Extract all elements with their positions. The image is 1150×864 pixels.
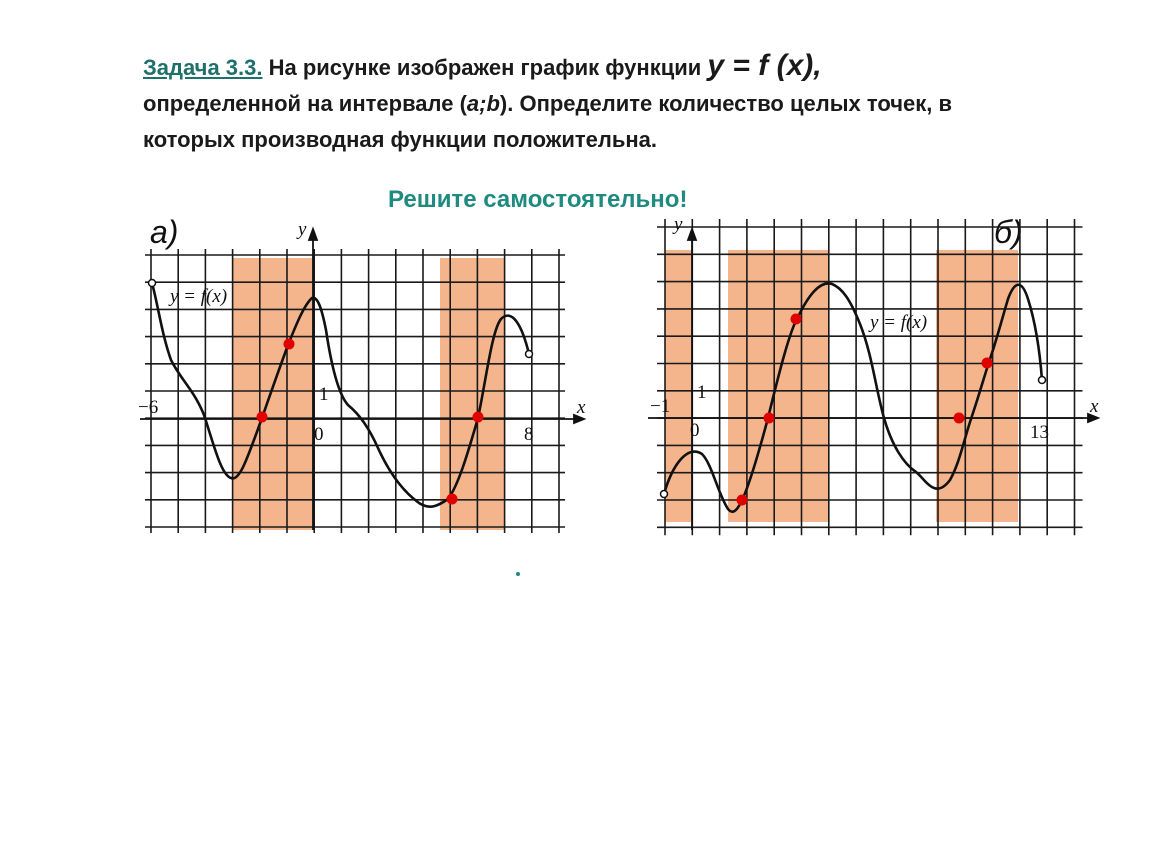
subtitle: Решите самостоятельно! [388,186,688,213]
graph-a-tick-zero: 0 [314,424,324,445]
graph-b-axis-y-label: y [674,214,683,235]
task-text-3: ). Определите количество целых точек, в которых производная функции положительна. [143,91,952,152]
graph-a-tick-right: 8 [524,424,534,445]
red-point [764,413,775,424]
graph-b [640,214,1110,544]
graph-a-func-label: y = f(x) [170,286,228,307]
graph-b-grid [657,219,1083,535]
graph-b-axis-x-label: x [1090,396,1099,417]
panel-a-label: а) [150,214,179,250]
task-text-2: определенной на интервале ( [143,91,467,116]
task-formula: y = f (x), [707,49,822,82]
graph-b-tick-left: −1 [650,396,671,417]
graph-a-axis-y-label: y [298,220,307,240]
graph-a [136,220,596,540]
task-text-1: На рисунке изображен график функции [262,55,708,80]
graph-b-tick-right: 13 [1030,422,1049,443]
graph-a-endpoint [526,351,533,358]
graph-b-endpoint [1039,377,1046,384]
red-point [954,413,965,424]
graph-b-tick-zero: 0 [690,420,700,441]
graph-a-endpoint [149,280,156,287]
task-statement [143,48,1003,158]
red-point [473,412,484,423]
red-point [982,358,993,369]
graph-a-axis-x-label: x [577,397,586,418]
panel-b-label: б) [994,214,1023,250]
graph-b-endpoint [661,491,668,498]
graph-a-axes [140,229,584,530]
task-label: Задача 3.3. [143,55,263,80]
red-point [791,314,802,325]
graph-b-func-label: y = f(x) [870,312,928,333]
graph-a-tick-left: −6 [138,397,159,418]
decorative-dot [516,572,520,576]
graph-a-tick-one: 1 [319,384,329,405]
red-point [257,412,268,423]
highlight-band [233,258,313,530]
graph-b-tick-one: 1 [697,382,707,403]
red-point [284,339,295,350]
graph-b-axes [648,229,1098,530]
red-point [737,495,748,506]
red-point [447,494,458,505]
task-interval: a;b [466,91,500,116]
